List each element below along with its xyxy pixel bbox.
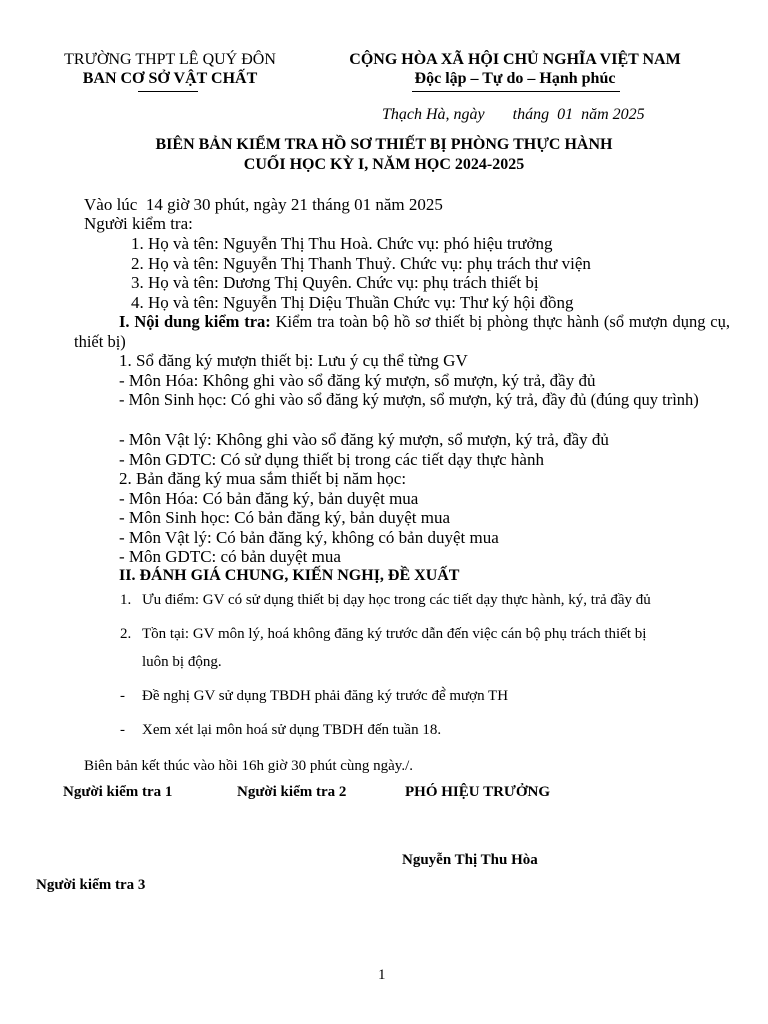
- section1-heading: I. Nội dung kiểm tra:: [119, 312, 271, 331]
- recommendation-item: - Đề nghị GV sử dụng TBDH phải đăng ký trước để̀ mượn TH: [120, 688, 509, 704]
- section2-heading: II. ĐÁNH GIÁ CHUNG, KIẾN NGHỊ, ĐỀ XUẤT: [119, 567, 460, 584]
- recommendation-item: - Xem xét lại môn hoá sử dụng TBDH đến tuần 18.: [120, 722, 442, 738]
- national-title: CỘNG HÒA XÃ HỘI CHỦ NGHĨA VIỆT NAM: [349, 51, 681, 68]
- subject-note: - Môn Hóa: Có bản đăng ký, bản duyệt mua: [119, 489, 419, 508]
- national-motto: Độc lập – Tự do – Hạnh phúc: [414, 70, 616, 87]
- page-number: 1: [378, 967, 386, 983]
- department-name: BAN CƠ SỞ VẬT CHẤT: [82, 70, 258, 87]
- evaluation-item: 2. Tồn tại: GV môn lý, hoá không đăng ký trước dẫn đến việc cán bộ phụ trách thiết bị: [120, 626, 647, 642]
- subject-note: - Môn Hóa: Không ghi vào sổ đăng ký mượn, sổ mượn, ký trả, đầy đủ: [119, 371, 596, 390]
- signature-inspector-1: Người kiểm tra 1: [63, 784, 173, 800]
- vice-principal-name: Nguyễn Thị Thu Hòa: [402, 852, 538, 868]
- evaluation-item: 1. Ưu điểm: GV có sử dụng thiết bị dạy học trong các tiết dạy thực hành, ký, trả đầy đủ: [120, 592, 651, 608]
- subject-note: - Môn Sinh học: Có ghi vào sổ đăng ký mượn, sổ mượn, ký trả, đầy đủ (đúng quy trình): [119, 390, 699, 409]
- closing-statement: Biên bản kết thúc vào hồi 16h giờ 30 phút cùng ngày./.: [84, 758, 413, 774]
- inspector-item: 1. Họ và tên: Nguyễn Thị Thu Hoà. Chức vụ: phó hiệu trưởng: [131, 234, 553, 253]
- right-underline: [412, 91, 620, 92]
- inspector-item: 4. Họ và tên: Nguyễn Thị Diệu Thuần Chức vụ: Thư ký hội đồng: [131, 293, 574, 312]
- left-underline: [138, 91, 198, 92]
- school-name: TRƯỜNG THPT LÊ QUÝ ĐÔN: [64, 51, 276, 68]
- section1-text: Kiểm tra toàn bộ hồ sơ thiết bị phòng thực hành (sổ mượn dụng cụ, thiết bị): [74, 312, 730, 351]
- subject-note: - Môn Vật lý: Có bản đăng ký, không có bản duyệt mua: [119, 528, 499, 547]
- date-line: Thạch Hà, ngày tháng 01 năm 2025: [382, 106, 645, 123]
- signature-inspector-2: Người kiểm tra 2: [237, 784, 347, 800]
- section1-item2: 2. Bản đăng ký mua sắm thiết bị năm học:: [119, 469, 407, 488]
- meeting-time: Vào lúc 14 giờ 30 phút, ngày 21 tháng 01 năm 2025: [84, 195, 443, 214]
- signature-inspector-3: Người kiểm tra 3: [36, 877, 146, 893]
- subject-note: - Môn Vật lý: Không ghi vào sổ đăng ký mượn, sổ mượn, ký trả, đầy đủ: [119, 430, 609, 449]
- inspector-item: 2. Họ và tên: Nguyễn Thị Thanh Thuỷ. Chức vụ: phụ trách thư viện: [131, 254, 591, 273]
- inspectors-label: Người kiểm tra:: [84, 214, 193, 233]
- evaluation-item-continued: luôn bị động.: [142, 654, 222, 670]
- inspector-item: 3. Họ và tên: Dương Thị Quyên. Chức vụ: phụ trách thiết bị: [131, 273, 539, 292]
- section1-paragraph: [74, 312, 730, 352]
- subject-note: - Môn GDTC: Có sử dụng thiết bị trong các tiết dạy thực hành: [119, 450, 544, 469]
- section1-item1: 1. Sổ đăng ký mượn thiết bị: Lưu ý cụ thể từng GV: [119, 351, 468, 370]
- document-subtitle: CUỐI HỌC KỲ I, NĂM HỌC 2024-2025: [243, 156, 525, 173]
- document-title: BIÊN BẢN KIỂM TRA HỒ SƠ THIẾT BỊ PHÒNG THỰC HÀNH: [155, 136, 613, 153]
- signature-vice-principal: PHÓ HIỆU TRƯỞNG: [405, 784, 551, 800]
- subject-note: - Môn GDTC: có bản duyệt mua: [119, 547, 341, 566]
- subject-note: - Môn Sinh học: Có bản đăng ký, bản duyệt mua: [119, 508, 450, 527]
